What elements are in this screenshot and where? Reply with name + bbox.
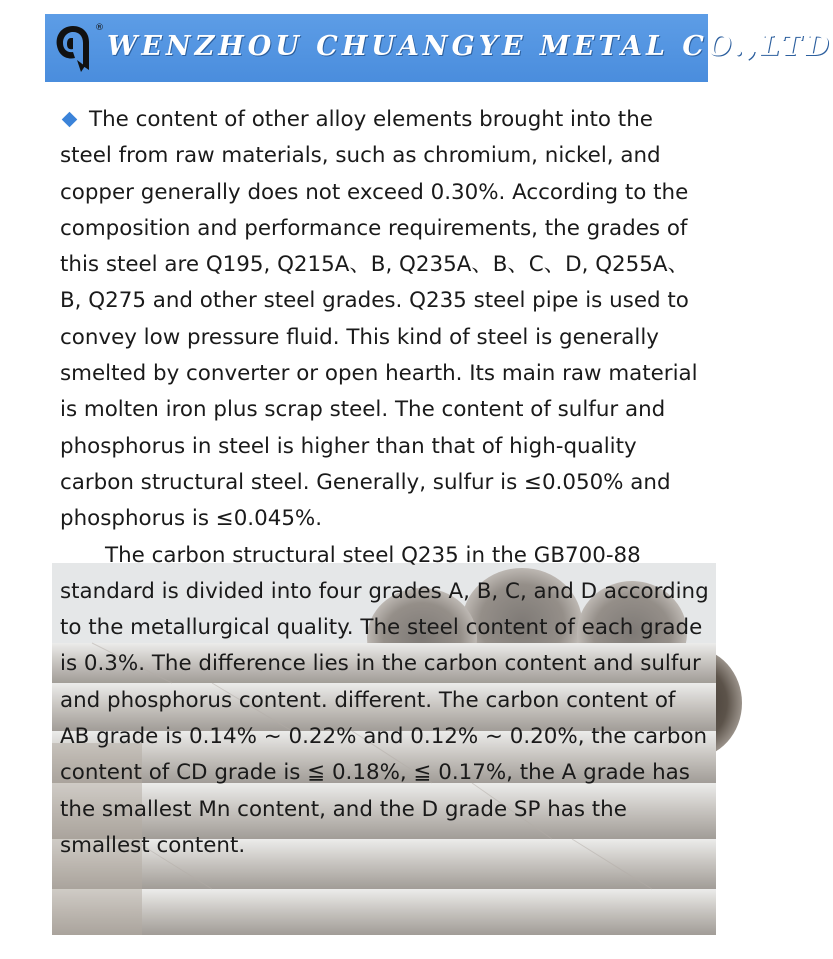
paragraph-q235-grades: The carbon structural steel Q235 in the GB700-88 standard is divided into four grades A, B, C, and D according to the metallurgical quality. The steel content of each grade is 0.3%. The difference lies in the carbon content and sulfur and phosphorus content. different. The carbon content of AB grade is 0.14% ~ 0.22% and 0.12% ~ 0.20%, the carbon content of CD grade is ≦ 0.18%, ≦ 0.17%, the A grade has the smallest Mn content, and the D grade SP has the smallest content. xyxy=(60,542,709,858)
diamond-bullet-icon xyxy=(62,111,78,127)
paragraph-1-text: The content of other alloy elements brought into the steel from raw materials, such as chromium, nickel, and copper generally does not exceed 0.30%. According to the composition and performance requirements, the grades of this steel are Q195, Q215A、B, Q235A、B、C、D, Q255A、B, Q275 and other steel grades. Q235 steel pipe is used to convey low pressure fluid. This kind of steel is generally smelted by converter or open hearth. Its main raw material is molten iron plus scrap steel. The content of sulfur and phosphorus in steel is higher than that of high-quality carbon structural steel. Generally, sulfur is ≤0.050% and phosphorus is ≤0.045%. xyxy=(60,107,698,532)
registered-mark: ® xyxy=(95,23,104,33)
article-body xyxy=(60,102,710,864)
header-banner xyxy=(45,14,833,82)
company-logo-icon xyxy=(51,22,97,74)
company-name: WENZHOU CHUANGYE METAL CO.,LTD xyxy=(107,31,833,62)
paragraph-alloy-elements xyxy=(60,102,710,538)
